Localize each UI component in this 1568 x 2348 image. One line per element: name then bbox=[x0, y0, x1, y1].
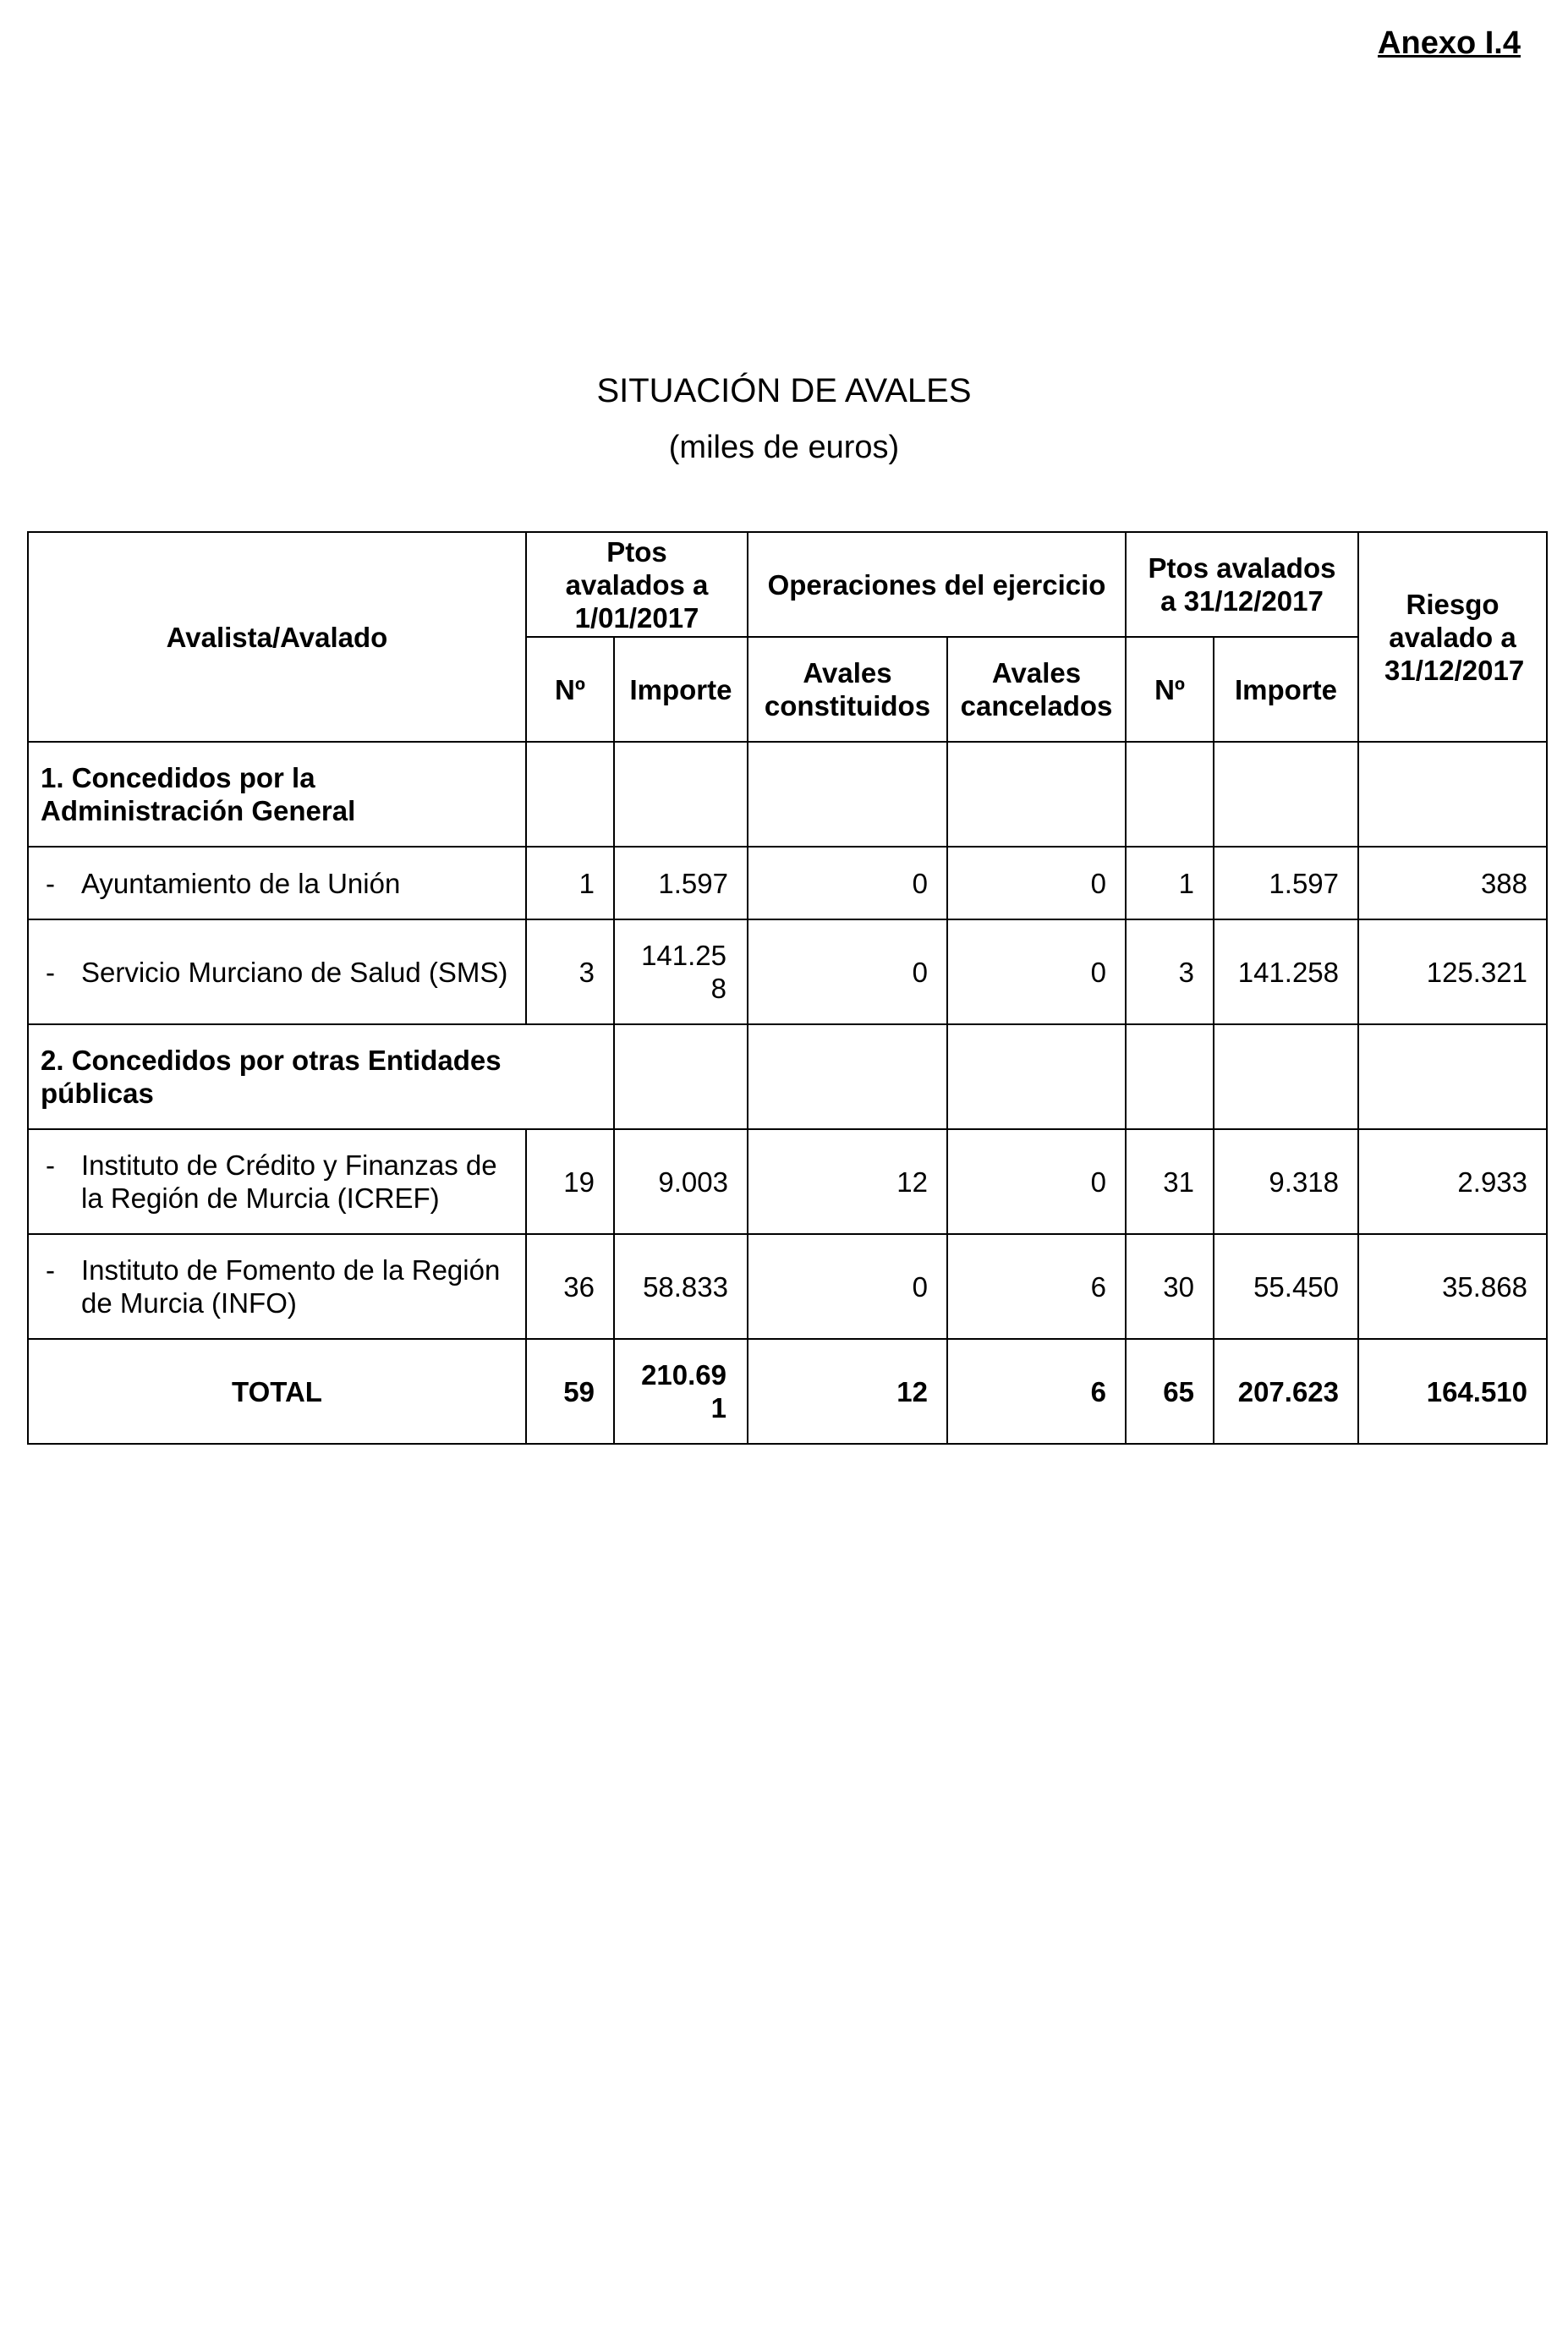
cell-n2: 3 bbox=[1126, 919, 1214, 1024]
section-label: 1. Concedidos por la Administración General bbox=[28, 742, 526, 847]
cell-imp2: 1.597 bbox=[1214, 847, 1358, 919]
total-constituidos: 12 bbox=[748, 1339, 947, 1444]
cell-constituidos: 0 bbox=[748, 1234, 947, 1339]
header-importe-fin: Importe bbox=[1214, 637, 1358, 742]
cell-n1: 3 bbox=[526, 919, 614, 1024]
cell-n1: 36 bbox=[526, 1234, 614, 1339]
header-n-fin: Nº bbox=[1126, 637, 1214, 742]
row-name: Instituto de Fomento de la Región de Murcia (INFO) bbox=[81, 1254, 501, 1319]
total-row bbox=[28, 1339, 1547, 1444]
header-ptos-fin: Ptos avalados a 31/12/2017 bbox=[1126, 532, 1358, 637]
section-row bbox=[28, 742, 1547, 847]
page-subtitle: (miles de euros) bbox=[668, 430, 900, 465]
cell-imp1: 1.597 bbox=[614, 847, 748, 919]
header-cancelados: Avales cancelados bbox=[947, 637, 1126, 742]
cell-n2: 31 bbox=[1126, 1129, 1214, 1234]
cell-n2: 30 bbox=[1126, 1234, 1214, 1339]
table-row bbox=[28, 1129, 1547, 1234]
cell-cancelados: 0 bbox=[947, 847, 1126, 919]
cell-constituidos: 0 bbox=[748, 919, 947, 1024]
cell-riesgo: 2.933 bbox=[1358, 1129, 1547, 1234]
table-row bbox=[28, 1234, 1547, 1339]
cell-constituidos: 12 bbox=[748, 1129, 947, 1234]
header-riesgo: Riesgo avalado a 31/12/2017 bbox=[1358, 532, 1547, 742]
section-label: 2. Concedidos por otras Entidades públicas bbox=[28, 1024, 614, 1129]
header-n-inicio: Nº bbox=[526, 637, 614, 742]
header-constituidos: Avales constituidos bbox=[748, 637, 947, 742]
row-name: Ayuntamiento de la Unión bbox=[81, 867, 401, 899]
table-row bbox=[28, 919, 1547, 1024]
cell-cancelados: 0 bbox=[947, 1129, 1126, 1234]
cell-riesgo: 388 bbox=[1358, 847, 1547, 919]
cell-n1: 1 bbox=[526, 847, 614, 919]
cell-riesgo: 125.321 bbox=[1358, 919, 1547, 1024]
row-dash: - bbox=[46, 956, 55, 988]
row-dash: - bbox=[46, 867, 55, 899]
annex-label: Anexo I.4 bbox=[1378, 25, 1521, 61]
row-name: Instituto de Crédito y Finanzas de la Región de Murcia (ICREF) bbox=[81, 1149, 497, 1214]
cell-cancelados: 0 bbox=[947, 919, 1126, 1024]
cell-imp2: 141.258 bbox=[1214, 919, 1358, 1024]
cell-n1: 19 bbox=[526, 1129, 614, 1234]
page-title: SITUACIÓN DE AVALES bbox=[596, 372, 972, 409]
cell-imp1: 9.003 bbox=[614, 1129, 748, 1234]
cell-imp1: 141.258 bbox=[641, 940, 726, 1004]
cell-constituidos: 0 bbox=[748, 847, 947, 919]
header-operaciones: Operaciones del ejercicio bbox=[748, 532, 1126, 637]
cell-cancelados: 6 bbox=[947, 1234, 1126, 1339]
total-n1: 59 bbox=[526, 1339, 614, 1444]
total-imp2: 207.623 bbox=[1214, 1339, 1358, 1444]
total-label: TOTAL bbox=[28, 1339, 526, 1444]
table-row bbox=[28, 847, 1547, 919]
cell-n2: 1 bbox=[1126, 847, 1214, 919]
row-dash: - bbox=[46, 1254, 55, 1286]
cell-imp1: 58.833 bbox=[614, 1234, 748, 1339]
header-importe-inicio: Importe bbox=[614, 637, 748, 742]
header-avalista: Avalista/Avalado bbox=[28, 532, 526, 742]
cell-imp2: 9.318 bbox=[1214, 1129, 1358, 1234]
total-cancelados: 6 bbox=[947, 1339, 1126, 1444]
cell-imp2: 55.450 bbox=[1214, 1234, 1358, 1339]
header-ptos-inicio: Ptos avalados a 1/01/2017 bbox=[526, 532, 748, 637]
total-n2: 65 bbox=[1126, 1339, 1214, 1444]
avales-table bbox=[27, 531, 1548, 1445]
total-riesgo: 164.510 bbox=[1358, 1339, 1547, 1444]
row-name: Servicio Murciano de Salud (SMS) bbox=[81, 956, 508, 988]
row-dash: - bbox=[46, 1149, 55, 1181]
cell-riesgo: 35.868 bbox=[1358, 1234, 1547, 1339]
section-row bbox=[28, 1024, 1547, 1129]
total-imp1: 210.691 bbox=[641, 1359, 726, 1424]
